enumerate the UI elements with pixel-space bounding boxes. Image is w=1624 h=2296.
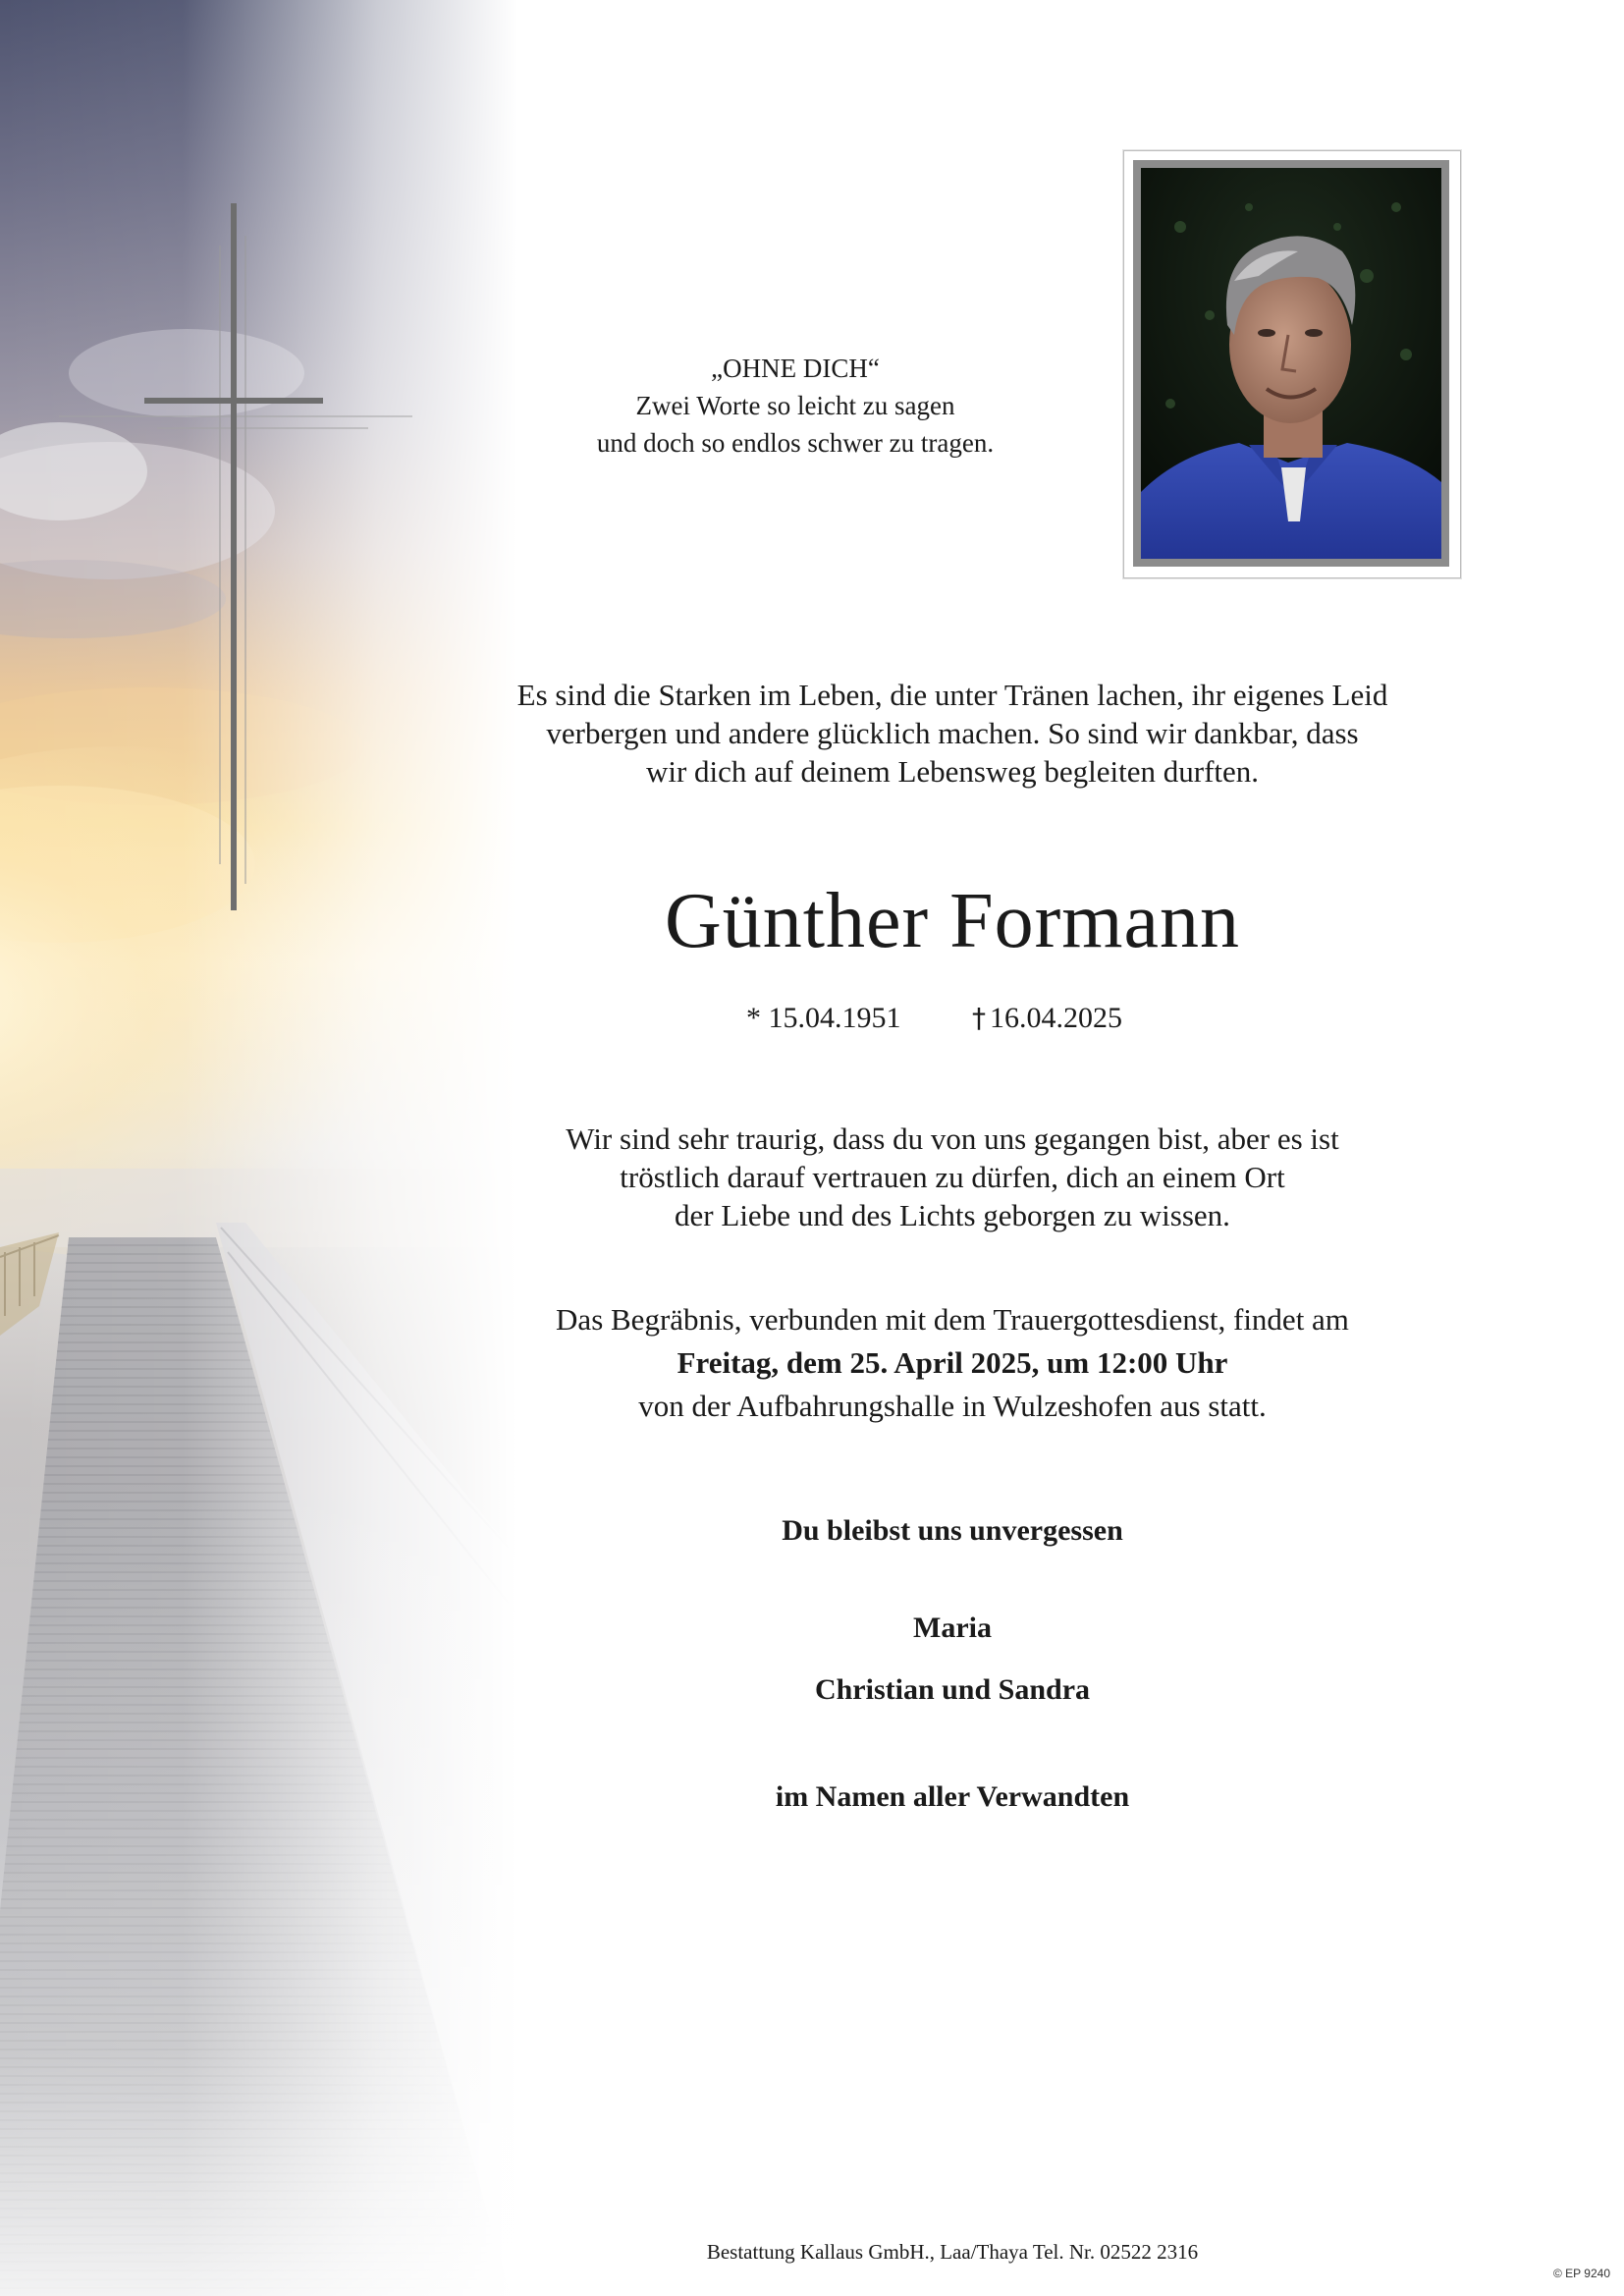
birth-date: * 15.04.1951 <box>746 1002 901 1034</box>
paragraph-line: Es sind die Starken im Leben, die unter Tränen lachen, ihr eigenes Leid <box>516 678 1388 712</box>
funeral-location: von der Aufbahrungshalle in Wulzeshofen aus statt. <box>638 1389 1267 1423</box>
copyright-note: © EP 9240 <box>1553 2267 1610 2280</box>
mourner-name: Christian und Sandra <box>814 1673 1091 1706</box>
portrait-mat <box>1133 160 1449 567</box>
deceased-name: Günther Formann <box>664 878 1240 964</box>
life-dates <box>589 999 1335 1038</box>
paragraph-line: wir dich auf deinem Lebensweg begleiten durften. <box>645 754 1260 789</box>
quote-line: und doch so endlos schwer zu tragen. <box>596 428 995 458</box>
quote-line: Zwei Worte so leicht zu sagen <box>635 391 955 420</box>
portrait-image <box>1141 168 1441 559</box>
cross-symbol <box>0 0 609 982</box>
closing-line: Du bleibst uns unvergessen <box>782 1514 1123 1547</box>
death-date-group <box>972 999 1122 1038</box>
tribute-paragraph <box>393 676 1512 791</box>
cross-icon <box>0 0 609 982</box>
portrait-photo <box>1141 168 1441 559</box>
paragraph-line: der Liebe und des Lichts geborgen zu wissen. <box>675 1198 1230 1232</box>
death-date: 16.04.2025 <box>990 1002 1122 1034</box>
mourner-name: Maria <box>913 1612 992 1644</box>
paragraph-line: Wir sind sehr traurig, dass du von uns gegangen bist, aber es ist <box>566 1121 1339 1156</box>
paragraph-line: verbergen und andere glücklich machen. So sind wir dankbar, dass <box>546 716 1359 750</box>
funeral-intro: Das Begräbnis, verbunden mit dem Trauergottesdienst, findet am <box>556 1302 1349 1337</box>
funeral-home-footer: Bestattung Kallaus GmbH., Laa/Thaya Tel. Nr. 02522 2316 <box>706 2240 1199 2264</box>
funeral-date-time: Freitag, dem 25. April 2025, um 12:00 Uhr <box>677 1345 1228 1380</box>
funeral-details <box>393 1298 1512 1428</box>
dagger-icon: † <box>972 1002 986 1034</box>
portrait-frame <box>1123 150 1461 578</box>
quote-title: „OHNE DICH“ <box>711 354 880 383</box>
opening-quote <box>452 350 1139 462</box>
mourner-name: im Namen aller Verwandten <box>775 1780 1130 1813</box>
paragraph-line: tröstlich darauf vertrauen zu dürfen, dich an einem Ort <box>620 1160 1285 1194</box>
condolence-paragraph <box>393 1120 1512 1234</box>
